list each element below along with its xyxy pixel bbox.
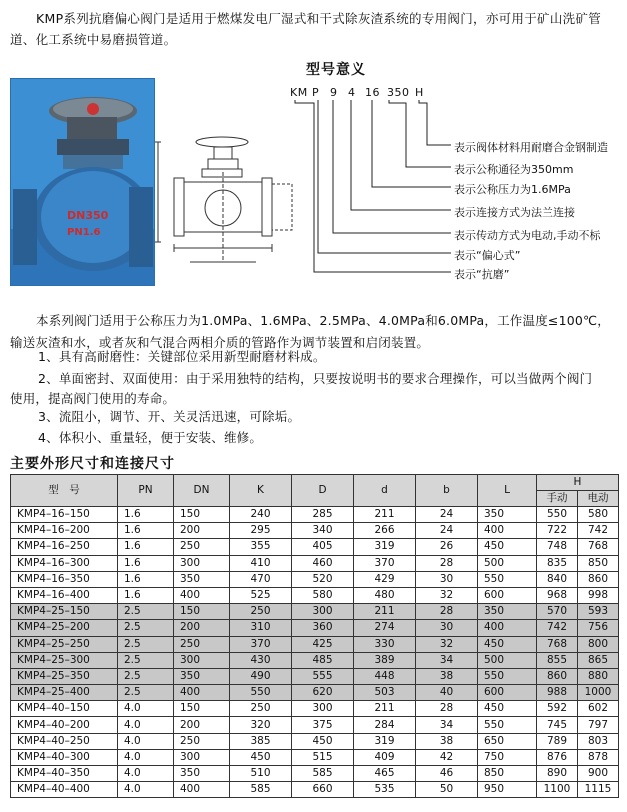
- table-row: [11, 604, 619, 620]
- table-cell: 465: [354, 766, 416, 782]
- table-cell: KMP4–25–300: [11, 652, 118, 668]
- table-cell: 370: [354, 555, 416, 571]
- table-cell: 485: [292, 652, 354, 668]
- table-cell: KMP4–40–300: [11, 749, 118, 765]
- table-cell: 756: [578, 620, 619, 636]
- table-cell: KMP4–25–150: [11, 604, 118, 620]
- table-cell: 860: [578, 571, 619, 587]
- table-cell: 46: [416, 766, 478, 782]
- table-cell: 400: [174, 782, 230, 798]
- table-cell: 585: [230, 782, 292, 798]
- table-cell: KMP4–40–400: [11, 782, 118, 798]
- table-row: [11, 620, 619, 636]
- table-cell: 840: [537, 571, 578, 587]
- table-cell: 602: [578, 701, 619, 717]
- table-row: [11, 571, 619, 587]
- table-cell: 409: [354, 749, 416, 765]
- table-cell: KMP4–16–250: [11, 539, 118, 555]
- table-row: [11, 636, 619, 652]
- table-cell: 38: [416, 733, 478, 749]
- table-cell: 570: [537, 604, 578, 620]
- table-row: [11, 685, 619, 701]
- table-cell: 745: [537, 717, 578, 733]
- table-cell: 32: [416, 587, 478, 603]
- table-cell: 300: [174, 555, 230, 571]
- table-cell: 300: [174, 749, 230, 765]
- table-row: [11, 766, 619, 782]
- table-cell: 300: [174, 652, 230, 668]
- table-cell: 968: [537, 587, 578, 603]
- table-cell: 855: [537, 652, 578, 668]
- table-cell: 24: [416, 523, 478, 539]
- table-cell: 375: [292, 717, 354, 733]
- explanation-antiwear: 表示“抗磨”: [454, 268, 510, 281]
- table-cell: 284: [354, 717, 416, 733]
- table-cell: 500: [478, 555, 537, 571]
- table-cell: 803: [578, 733, 619, 749]
- table-cell: 370: [230, 636, 292, 652]
- table-cell: 550: [537, 507, 578, 523]
- table-cell: 250: [174, 636, 230, 652]
- table-cell: 4.0: [118, 701, 174, 717]
- table-cell: 389: [354, 652, 416, 668]
- explanation-drive: 表示传动方式为电动,手动不标: [454, 229, 601, 242]
- table-cell: 950: [478, 782, 537, 798]
- table-cell: KMP4–25–400: [11, 685, 118, 701]
- table-cell: 425: [292, 636, 354, 652]
- table-cell: 410: [230, 555, 292, 571]
- code-part-350: 350: [387, 86, 410, 99]
- table-cell: 350: [174, 766, 230, 782]
- table-cell: 748: [537, 539, 578, 555]
- table-cell: 750: [478, 749, 537, 765]
- table-cell: 400: [174, 587, 230, 603]
- table-cell: 28: [416, 701, 478, 717]
- table-cell: 200: [174, 620, 230, 636]
- col-header-dn: DN: [174, 475, 230, 507]
- table-cell: KMP4–16–400: [11, 587, 118, 603]
- table-cell: 550: [478, 717, 537, 733]
- table-cell: 620: [292, 685, 354, 701]
- table-cell: 900: [578, 766, 619, 782]
- table-cell: 285: [292, 507, 354, 523]
- table-cell: 2.5: [118, 685, 174, 701]
- table-row: [11, 749, 619, 765]
- col-header-d-inner: d: [354, 475, 416, 507]
- col-header-pn: PN: [118, 475, 174, 507]
- table-cell: 4.0: [118, 782, 174, 798]
- table-cell: 550: [478, 571, 537, 587]
- table-cell: 350: [174, 571, 230, 587]
- explanation-connection: 表示连接方式为法兰连接: [454, 206, 575, 219]
- explanation-material: 表示阀体材料用耐磨合金钢制造: [454, 141, 608, 154]
- table-cell: 2.5: [118, 652, 174, 668]
- table-cell: 450: [230, 749, 292, 765]
- table-cell: 250: [230, 604, 292, 620]
- col-header-b: b: [416, 475, 478, 507]
- table-cell: 28: [416, 604, 478, 620]
- table-cell: 38: [416, 668, 478, 684]
- table-cell: 742: [537, 620, 578, 636]
- table-cell: 515: [292, 749, 354, 765]
- table-cell: 1100: [537, 782, 578, 798]
- table-cell: 880: [578, 668, 619, 684]
- table-cell: 385: [230, 733, 292, 749]
- table-row: [11, 717, 619, 733]
- table-cell: 768: [578, 539, 619, 555]
- table-cell: KMP4–40–250: [11, 733, 118, 749]
- table-cell: 450: [478, 539, 537, 555]
- table-cell: 450: [478, 636, 537, 652]
- table-cell: 30: [416, 620, 478, 636]
- table-cell: 350: [478, 507, 537, 523]
- table-cell: 320: [230, 717, 292, 733]
- table-cell: 405: [292, 539, 354, 555]
- model-meaning-title: 型号意义: [306, 62, 366, 78]
- table-cell: KMP4–16–300: [11, 555, 118, 571]
- code-part-9: 9: [330, 86, 338, 99]
- col-header-l: L: [478, 475, 537, 507]
- code-part-h: H: [415, 86, 424, 99]
- application-paragraph: 本系列阀门适用于公称压力为1.0MPa、1.6MPa、2.5MPa、4.0MPa和6.0MPa，工作温度≤100℃，输送灰渣和水，或者灰和气混合两相介质的管路作为调节装置和启闭装置。: [10, 313, 610, 350]
- table-cell: KMP4–25–350: [11, 668, 118, 684]
- photo-dn-label: DN350: [67, 209, 109, 222]
- code-part-km: KM: [290, 86, 308, 99]
- table-cell: 448: [354, 668, 416, 684]
- table-row: [11, 782, 619, 798]
- col-header-d-outer: D: [292, 475, 354, 507]
- table-cell: 835: [537, 555, 578, 571]
- table-row: [11, 555, 619, 571]
- table-cell: 593: [578, 604, 619, 620]
- intro-text: KMP系列抗磨偏心阀门是适用于燃煤发电厂湿式和干式除灰渣系统的专用阀门，亦可用于矿山洗矿管道、化工系统中易磨损管道。: [10, 11, 602, 47]
- table-cell: 1000: [578, 685, 619, 701]
- table-cell: 310: [230, 620, 292, 636]
- table-cell: 555: [292, 668, 354, 684]
- table-row: [11, 701, 619, 717]
- table-cell: 300: [292, 701, 354, 717]
- code-part-4: 4: [348, 86, 356, 99]
- table-cell: 400: [174, 685, 230, 701]
- code-part-16: 16: [365, 86, 380, 99]
- table-cell: 988: [537, 685, 578, 701]
- table-cell: 4.0: [118, 733, 174, 749]
- col-header-h: H: [537, 475, 619, 491]
- table-cell: 503: [354, 685, 416, 701]
- table-row: [11, 587, 619, 603]
- table-cell: 550: [230, 685, 292, 701]
- explanation-diameter: 表示公称通径为350mm: [454, 163, 574, 176]
- table-cell: 500: [478, 652, 537, 668]
- table-cell: 330: [354, 636, 416, 652]
- table-cell: 722: [537, 523, 578, 539]
- table-cell: 400: [478, 523, 537, 539]
- table-cell: 150: [174, 604, 230, 620]
- photo-pn-label: PN1.6: [67, 227, 101, 238]
- table-cell: 211: [354, 507, 416, 523]
- table-row: [11, 668, 619, 684]
- table-cell: 1.6: [118, 539, 174, 555]
- table-cell: 890: [537, 766, 578, 782]
- table-cell: 360: [292, 620, 354, 636]
- table-cell: 211: [354, 701, 416, 717]
- table-cell: 865: [578, 652, 619, 668]
- table-cell: 1.6: [118, 523, 174, 539]
- table-cell: 2.5: [118, 636, 174, 652]
- table-cell: 28: [416, 555, 478, 571]
- table-cell: 319: [354, 733, 416, 749]
- table-cell: 1.6: [118, 555, 174, 571]
- col-header-h-manual: 手动: [537, 491, 578, 507]
- table-cell: 34: [416, 717, 478, 733]
- table-cell: KMP4–40–150: [11, 701, 118, 717]
- table-cell: 4.0: [118, 766, 174, 782]
- table-cell: 2.5: [118, 668, 174, 684]
- table-cell: 211: [354, 604, 416, 620]
- table-row: [11, 733, 619, 749]
- table-cell: 250: [230, 701, 292, 717]
- table-cell: 450: [478, 701, 537, 717]
- table-cell: KMP4–25–250: [11, 636, 118, 652]
- table-row: [11, 507, 619, 523]
- table-cell: 24: [416, 507, 478, 523]
- table-row: [11, 539, 619, 555]
- table-cell: 266: [354, 523, 416, 539]
- table-cell: 355: [230, 539, 292, 555]
- table-cell: KMP4–16–350: [11, 571, 118, 587]
- table-cell: 800: [578, 636, 619, 652]
- table-cell: 50: [416, 782, 478, 798]
- table-cell: 430: [230, 652, 292, 668]
- table-cell: 998: [578, 587, 619, 603]
- table-cell: 150: [174, 507, 230, 523]
- table-cell: KMP4–16–150: [11, 507, 118, 523]
- table-cell: 789: [537, 733, 578, 749]
- col-header-model: 型 号: [11, 475, 118, 507]
- table-cell: 200: [174, 523, 230, 539]
- table-cell: 34: [416, 652, 478, 668]
- feature-item: 1、具有高耐磨性：关键部位采用新型耐磨材料成。: [38, 349, 326, 364]
- table-cell: 200: [174, 717, 230, 733]
- table-cell: 4.0: [118, 717, 174, 733]
- table-cell: 450: [292, 733, 354, 749]
- table-cell: 797: [578, 717, 619, 733]
- explanation-pressure: 表示公称压力为1.6MPa: [454, 183, 571, 196]
- table-cell: 1.6: [118, 587, 174, 603]
- feature-item: 3、流阻小，调节、开、关灵活迅速，可除垢。: [38, 409, 301, 424]
- table-cell: 295: [230, 523, 292, 539]
- table-cell: 32: [416, 636, 478, 652]
- table-row: [11, 523, 619, 539]
- table-cell: 274: [354, 620, 416, 636]
- table-cell: 525: [230, 587, 292, 603]
- table-cell: 876: [537, 749, 578, 765]
- table-cell: 150: [174, 701, 230, 717]
- table-cell: 860: [537, 668, 578, 684]
- table-cell: 26: [416, 539, 478, 555]
- table-cell: 400: [478, 620, 537, 636]
- table-cell: 319: [354, 539, 416, 555]
- table-cell: 660: [292, 782, 354, 798]
- table-cell: 650: [478, 733, 537, 749]
- table-cell: 550: [478, 668, 537, 684]
- table-cell: 850: [478, 766, 537, 782]
- table-cell: 742: [578, 523, 619, 539]
- table-cell: KMP4–25–200: [11, 620, 118, 636]
- table-cell: 30: [416, 571, 478, 587]
- table-cell: 350: [174, 668, 230, 684]
- table-cell: 490: [230, 668, 292, 684]
- table-cell: 600: [478, 685, 537, 701]
- table-cell: 850: [578, 555, 619, 571]
- table-cell: 250: [174, 539, 230, 555]
- table-cell: 600: [478, 587, 537, 603]
- table-cell: 592: [537, 701, 578, 717]
- table-cell: 42: [416, 749, 478, 765]
- table-cell: 250: [174, 733, 230, 749]
- table-cell: 510: [230, 766, 292, 782]
- table-cell: 2.5: [118, 620, 174, 636]
- table-cell: 520: [292, 571, 354, 587]
- table-cell: 470: [230, 571, 292, 587]
- table-cell: 2.5: [118, 604, 174, 620]
- table-cell: KMP4–16–200: [11, 523, 118, 539]
- table-cell: 480: [354, 587, 416, 603]
- table-cell: 878: [578, 749, 619, 765]
- table-cell: 4.0: [118, 749, 174, 765]
- table-cell: KMP4–40–200: [11, 717, 118, 733]
- table-cell: 580: [578, 507, 619, 523]
- code-part-p: P: [312, 86, 320, 99]
- table-cell: 585: [292, 766, 354, 782]
- table-cell: 580: [292, 587, 354, 603]
- table-cell: 40: [416, 685, 478, 701]
- dimensions-table: [10, 474, 619, 798]
- explanation-eccentric: 表示“偏心式”: [454, 249, 521, 262]
- table-cell: 1.6: [118, 507, 174, 523]
- table-cell: 460: [292, 555, 354, 571]
- feature-item: 2、单面密封、双面使用：由于采用独特的结构，只要按说明书的要求合理操作，可以当做两个阀门: [38, 371, 593, 386]
- col-header-k: K: [230, 475, 292, 507]
- table-cell: 768: [537, 636, 578, 652]
- table-cell: 429: [354, 571, 416, 587]
- table-title: 主要外形尺寸和连接尺寸: [10, 456, 175, 472]
- table-cell: 300: [292, 604, 354, 620]
- table-cell: 1.6: [118, 571, 174, 587]
- table-cell: KMP4–40–350: [11, 766, 118, 782]
- feature-item-continued: 使用，提高阀门使用的寿命。: [10, 391, 176, 406]
- feature-item: 4、体积小、重量轻，便于安装、维修。: [38, 430, 263, 445]
- col-header-h-electric: 电动: [578, 491, 619, 507]
- table-cell: 340: [292, 523, 354, 539]
- table-cell: 1115: [578, 782, 619, 798]
- table-cell: 240: [230, 507, 292, 523]
- table-cell: 535: [354, 782, 416, 798]
- table-row: [11, 652, 619, 668]
- table-cell: 350: [478, 604, 537, 620]
